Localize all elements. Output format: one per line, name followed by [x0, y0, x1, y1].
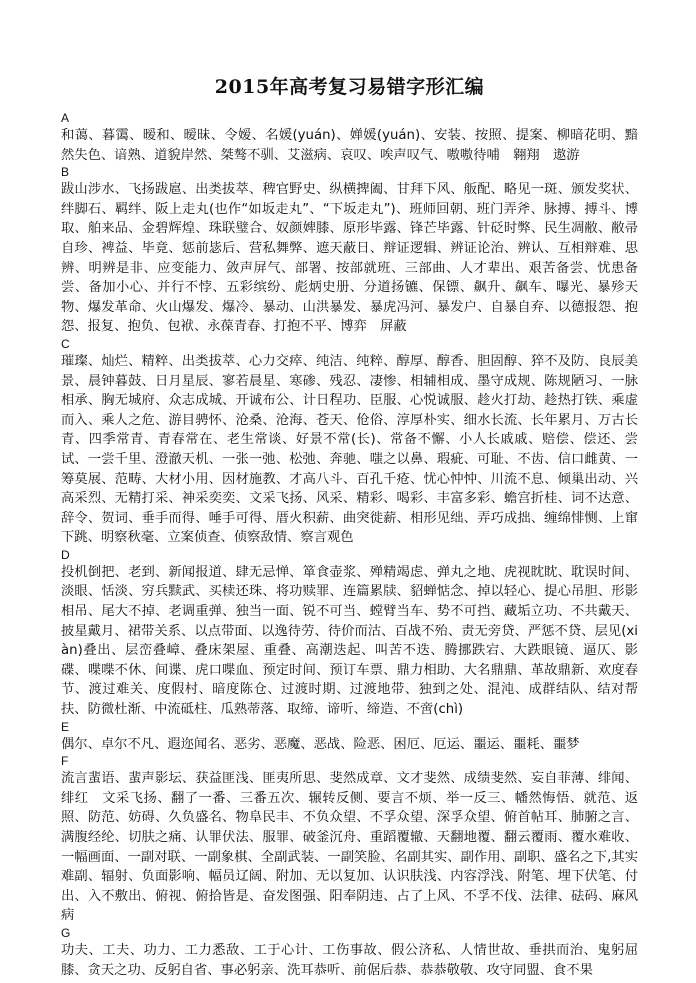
section-g [61, 926, 638, 980]
section-body: 功夫、工夫、功力、工力悉敌、工于心计、工伤事故、假公济私、人情世故、垂拱而治、鬼躬屈膝、贪天之功、反躬自省、事必躬亲、洗耳恭听、前倨后恭、恭恭敬敬、攻守同盟、食不果 [61, 942, 638, 978]
section-letter: C [61, 336, 70, 351]
section-letter: D [61, 547, 70, 562]
section-letter: F [61, 754, 69, 769]
section-letter: E [61, 719, 70, 734]
section-letter: A [61, 111, 70, 125]
section-body: 流言蜚语、蜚声影坛、获益匪浅、匪夷所思、斐然成章、文才斐然、成绩斐然、妄自菲薄、绯闻、绯红 文采飞扬、翻了一番、三番五次、辗转反侧、要言不烦、举一反三、幡然悔悟、就范、返照、防范、妨碍、久负盛名、物阜民丰、不负众望、不孚众望、深孚众望、俯首帖耳、肺腑之言、满腹经纶、切肤之痛、认罪伏法、服罪、破釜沉舟、重蹈覆辙、天翻地覆、翻云覆雨、覆水难收、一幅画面、一副对联、一副象棋、全副武装、一副笑脸、名副其实、副作用、副职、盛名之下,其实难副、辐射、负面影响、幅员辽阔、附加、无以复加、认识肤浅、内容浮浅、附笔、埋下伏笔、付出、入不敷出、俯视、俯拾皆是、奋发图强、阳奉阴违、占了上风、不孚不伐、法律、砝码、麻风病 [61, 771, 638, 924]
section-f [61, 754, 638, 926]
section-letter: G [61, 925, 71, 940]
section-c [61, 337, 638, 548]
section-body: 璀璨、灿烂、精粹、出类拔萃、心力交瘁、纯洁、纯粹、醇厚、醇香、胆固醇、猝不及防、良辰美景、晨钟暮鼓、日月星辰、寥若晨星、寒碜、残忍、凄惨、相辅相成、墨守成规、陈规陋习、一脉相承、胸无城府、众志成城、开诚布公、计日程功、臣服、心悦诚服、趁火打劫、趁热打铁、乘虚而入、乘人之危、游目骋怀、沧桑、沧海、苍天、伧俗、淳厚朴实、细水长流、长年累月、万古长青、四季常青、青春常在、老生常谈、好景不常(长)、常备不懈、小人长戚戚、赔偿、偿还、尝试、一尝千里、澄澈天机、一张一弛、松弛、奔驰、嗤之以鼻、瑕疵、可耻、不齿、信口雌黄、一筹莫展、范畴、大材小用、因材施教、才高八斗、百孔千疮、忧心忡忡、川流不息、倾巢出动、兴高采烈、无精打采、神采奕奕、文采飞扬、风采、精彩、喝彩、丰富多彩、蟾宫折桂、词不达意、辞令、贺词、垂手而得、唾手可得、厝火积薪、曲突徙薪、相形见绌、弄巧成拙、缠绵悱恻、上窜下跳、明察秋毫、立案侦查、侦察敌情、察言观色 [61, 353, 638, 546]
section-body: 跋山涉水、飞扬跋扈、出类拔萃、稗官野史、纵横捭阖、甘拜下风、舨配、略见一斑、颁发奖状、绊脚石、羁绊、阪上走丸(也作“如坂走丸”、“下坂走丸”)、班师回朝、班门弄斧、脉搏、搏斗、博取、舶来品、金碧辉煌、珠联璧合、奴颜婢膝、原形毕露、锋芒毕露、针砭时弊、民生凋敝、敝帚自珍、裨益、毕竟、惩前毖后、营私舞弊、遮天蔽日、辩证逻辑、辨证论治、辨认、互相辩难、思辨、明辨是非、应变能力、敛声屏气、部署、按部就班、三部曲、人才辈出、艰苦备尝、忧患备尝、备加小心、并行不悖、五彩缤纷、彪炳史册、分道扬镳、保镖、飙升、飙车、曝光、暴殄天物、爆发革命、火山爆发、爆冷、暴动、山洪暴发、暴虎冯河、暴发户、自暴自弃、以德报怨、抱怨、报复、抱负、包袱、永葆青春、打抱不平、博弈 屏蔽 [61, 182, 638, 335]
section-body: 和蔼、暮霭、暧和、暧昧、令嫒、名媛(yuán)、婵媛(yuán)、安装、按照、提案、柳暗花明、黯然失色、谙熟、道貌岸然、桀骜不驯、艾滋病、哀叹、唉声叹气、嗷嗷待哺 翱翔 遨游 [61, 128, 638, 163]
section-body: 偶尔、卓尔不凡、遐迩闻名、恶劣、恶魔、恶战、险恶、困厄、厄运、噩运、噩耗、噩梦 [61, 736, 580, 752]
section-letter: B [61, 165, 70, 180]
section-a [61, 111, 638, 165]
section-e [61, 720, 638, 755]
section-d [61, 548, 638, 720]
section-b [61, 165, 638, 337]
section-body: 投机倒把、老到、新闻报道、肆无忌惮、箪食壶浆、殚精竭虑、弹丸之地、虎视眈眈、耽误时间、淡眼、恬淡、穷兵黩武、买椟还珠、将功赎罪、连篇累牍、貂蝉惦念、掉以轻心、提心吊胆、形影相吊、尾大不掉、老调重弹、独当一面、锐不可当、螳臂当车、势不可挡、藏垢立功、不共戴天、披星戴月、裙带关系、以点带面、以逸待劳、待价而沽、百战不殆、责无旁贷、严惩不贷、层见(xiàn)叠出、层峦叠嶂、叠床架屋、重叠、高潮迭起、叫苦不迭、腾挪跌宕、大跌眼镜、逼仄、影碟、喋喋不休、间谍、虎口喋血、预定时间、预订车票、鼎力相助、大名鼎鼎、革故鼎新、欢度春节、渡过难关、度假村、暗度陈仓、过渡时期、过渡地带、独到之处、混沌、成群结队、结对帮扶、防微杜渐、中流砥柱、瓜熟蒂落、取缔、谛听、缔造、不啻(chì) [61, 564, 638, 718]
document-title: 2015年高考复习易错字形汇编 [214, 76, 485, 98]
